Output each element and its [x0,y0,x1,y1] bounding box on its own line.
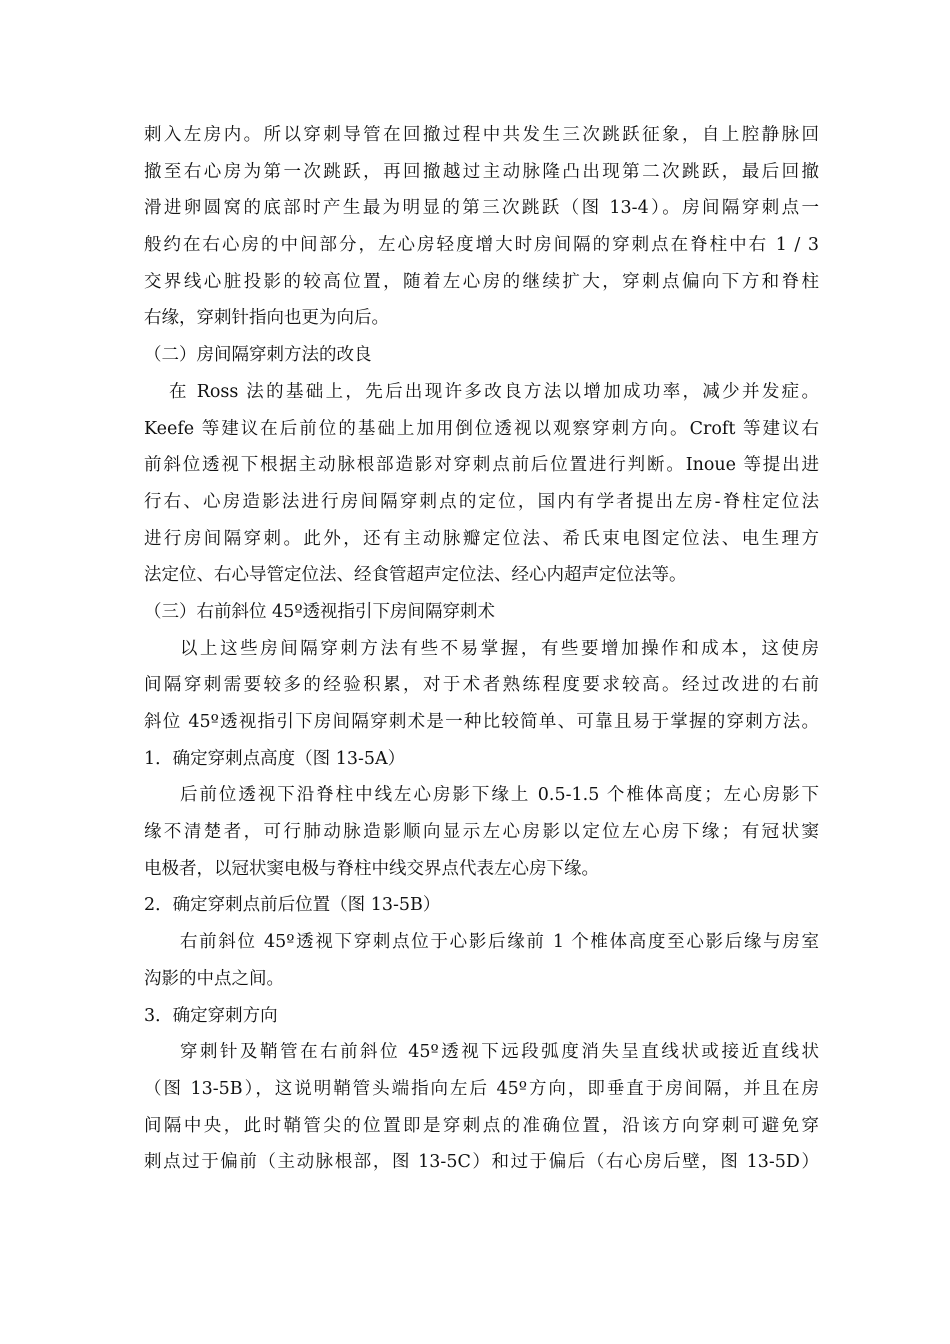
document-body [144,117,819,1181]
text-line: 撤至右心房为第一次跳跃，再回撤越过主动脉隆凸出现第二次跳跃，最后回撤 [144,161,819,182]
text-line: 般约在右心房的中间部分，左心房轻度增大时房间隔的穿刺点在脊柱中右 1 / 3 [144,235,819,256]
text-line: 行右、心房造影法进行房间隔穿刺点的定位，国内有学者提出左房-脊柱定位法 [144,491,819,512]
text-line: 沟影的中点之间。 [144,968,284,989]
text-line: 电极者，以冠状窦电极与脊柱中线交界点代表左心房下缘。 [144,858,599,879]
text-line: 间隔穿刺需要较多的经验积累，对于术者熟练程度要求较高。经过改进的右前 [144,675,819,696]
numbered-heading: 2．确定穿刺点前后位置（图 13-5B） [144,895,441,916]
text-line: 以上这些房间隔穿刺方法有些不易掌握，有些要增加操作和成本，这使房 [180,638,819,659]
section-heading: （三）右前斜位 45º透视指引下房间隔穿刺术 [144,601,496,622]
text-line: 在 Ross 法的基础上，先后出现许多改良方法以增加成功率，减少并发症。 [169,381,819,402]
text-line: 后前位透视下沿脊柱中线左心房影下缘上 0.5-1.5 个椎体高度；左心房影下 [180,785,819,806]
text-line: 刺点过于偏前（主动脉根部，图 13-5C）和过于偏后（右心房后壁，图 13-5D） [144,1152,819,1173]
text-line: 右缘，穿刺针指向也更为向后。 [144,308,389,329]
text-line: 穿刺针及鞘管在右前斜位 45º透视下远段弧度消失呈直线状或接近直线状 [180,1042,819,1063]
text-line: Keefe 等建议在后前位的基础上加用倒位透视以观察穿刺方向。Croft 等建议右 [144,418,819,439]
text-line: （图 13-5B），这说明鞘管头端指向左后 45º方向，即垂直于房间隔，并且在房 [144,1078,819,1099]
text-line: 法定位、右心导管定位法、经食管超声定位法、经心内超声定位法等。 [144,565,687,586]
section-heading: （二）房间隔穿刺方法的改良 [144,345,372,366]
text-line: 斜位 45º透视指引下房间隔穿刺术是一种比较简单、可靠且易于掌握的穿刺方法。 [144,712,819,732]
text-line: 缘不清楚者，可行肺动脉造影顺向显示左心房影以定位左心房下缘；有冠状窦 [144,822,819,843]
text-line: 进行房间隔穿刺。此外，还有主动脉瓣定位法、希氏束电图定位法、电生理方 [144,528,819,549]
text-line: 交界线心脏投影的较高位置，随着左心房的继续扩大，穿刺点偏向下方和脊柱 [144,271,819,292]
text-line: 间隔中央，此时鞘管尖的位置即是穿刺点的准确位置，沿该方向穿刺可避免穿 [144,1115,819,1136]
text-line: 右前斜位 45º透视下穿刺点位于心影后缘前 1 个椎体高度至心影后缘与房室 [180,932,819,953]
numbered-heading: 3．确定穿刺方向 [144,1005,278,1026]
text-line: 前斜位透视下根据主动脉根部造影对穿刺点前后位置进行判断。Inoue 等提出进 [144,455,819,476]
text-line: 滑进卵圆窝的底部时产生最为明显的第三次跳跃（图 13-4）。房间隔穿刺点一 [144,198,819,219]
numbered-heading: 1．确定穿刺点高度（图 13-5A） [144,748,406,769]
text-line: 刺入左房内。所以穿刺导管在回撤过程中共发生三次跳跃征象，自上腔静脉回 [144,125,819,145]
